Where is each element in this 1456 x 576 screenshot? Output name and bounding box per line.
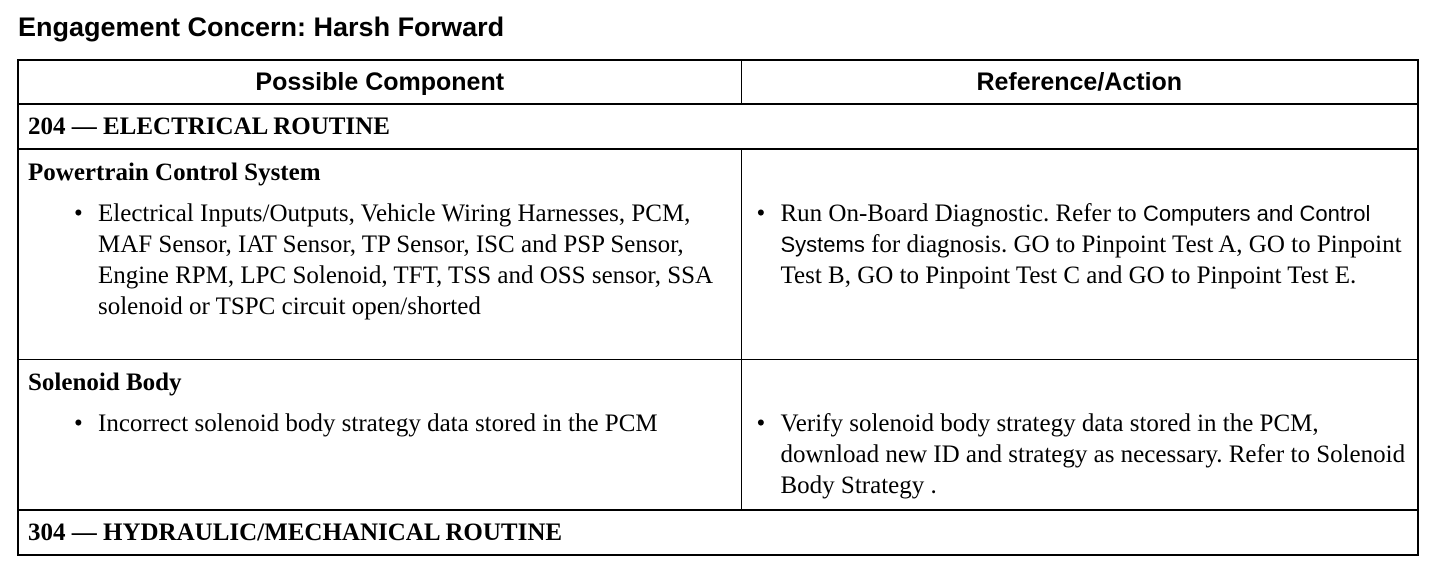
- group-title-powertrain: Powertrain Control System: [28, 159, 321, 186]
- section-row-electrical: [18, 104, 1418, 149]
- section-electrical-routine: 204 — ELECTRICAL ROUTINE: [18, 104, 1418, 149]
- bullet-icon: •: [756, 410, 766, 437]
- header-reference-action: Reference/Action: [741, 60, 1418, 104]
- list-item: [19, 408, 741, 439]
- table-row: [18, 360, 1418, 511]
- action-cell: [741, 149, 1418, 360]
- component-cell: [18, 149, 741, 360]
- header-possible-component: Possible Component: [18, 60, 741, 104]
- group-title-solenoid-body: Solenoid Body: [28, 369, 182, 396]
- action-text-b: for diagnosis. GO to Pinpoint Test A, GO to Pinpoint Test B, GO to Pinpoint Test C and GO to Pinpoint Test E.: [780, 231, 1402, 289]
- action-cell: [741, 360, 1418, 511]
- diagnosis-table: [17, 59, 1419, 556]
- bullet-icon: •: [756, 200, 766, 227]
- table-header-row: [18, 60, 1418, 104]
- section-hydraulic-routine: 304 — HYDRAULIC/MECHANICAL ROUTINE: [18, 510, 1418, 555]
- action-text: Verify solenoid body strategy data stored in the PCM, download new ID and strategy as necessary. Refer to Solenoid Body Strategy .: [780, 410, 1406, 499]
- section-row-hydraulic: [18, 510, 1418, 555]
- list-item: [742, 408, 1418, 501]
- action-link-computers: Computers and Control Systems: [780, 201, 1371, 257]
- component-text: Electrical Inputs/Outputs, Vehicle Wiring Harnesses, PCM, MAF Sensor, IAT Sensor, TP Sensor, ISC and PSP Sensor, Engine RPM, LPC Solenoid, TFT, TSS and OSS sensor, SSA solenoid or TSPC circuit open/shorted: [98, 200, 712, 320]
- action-text-a: Run On-Board Diagnostic. Refer to: [780, 200, 1143, 227]
- table-row: [18, 149, 1418, 360]
- bullet-icon: •: [74, 200, 83, 227]
- list-item: [19, 198, 741, 322]
- component-cell: [18, 360, 741, 511]
- component-text: Incorrect solenoid body strategy data stored in the PCM: [98, 410, 658, 437]
- bullet-icon: •: [74, 410, 83, 437]
- list-item: [742, 198, 1418, 291]
- page-title: Engagement Concern: Harsh Forward: [18, 12, 505, 42]
